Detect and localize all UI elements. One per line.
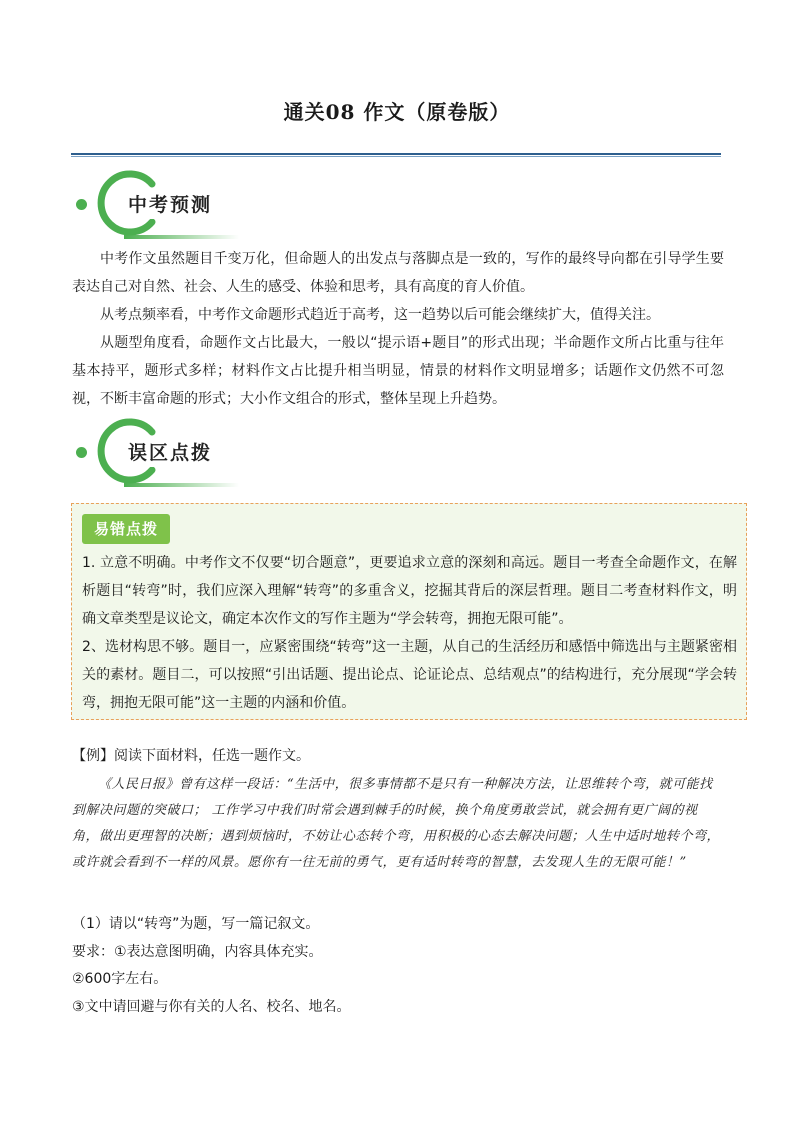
paragraph: 从考点频率看，中考作文命题形式趋近于高考，这一趋势以后可能会继续扩大，值得关注。 [100, 307, 660, 323]
paragraph: 中考作文虽然题目千变万化，但命题人的出发点与落脚点是一致的，写作的最终导向都在引导学生要表达自己对自然、社会、人生的感受、体验和思考，具有高度的育人价值。 [72, 251, 724, 295]
page-title: 通关08 作文（原卷版） [283, 100, 511, 124]
section-title: 中考预测 [124, 188, 218, 219]
requirement-2: ②600字左右。 [72, 971, 168, 987]
tip-item: 1. 立意不明确。中考作文不仅要“切合题意”，更要追求立意的深刻和高远。题目一考查全命题作文，在解析题目“转弯”时，我们应深入理解“转弯”的多重含义，挖掘其背后的深层哲理。题目二考查材料作文，明确文章类型是议论文，确定本次作文的写作主题为“学会转弯，拥抱无限可能”。 [82, 555, 737, 627]
section-title: 误区点拨 [124, 436, 218, 467]
bullet-dot-icon [76, 447, 87, 458]
requirement-3: ③文中请回避与你有关的人名、校名、地名。 [72, 999, 351, 1015]
section-header-forecast [70, 170, 270, 240]
paragraph: 从题型角度看，命题作文占比最大，一般以“提示语+题目”的形式出现；半命题作文所占比重与往年基本持平，题形式多样；材料作文占比提升相当明显，情景的材料作文明显增多；话题作文仍然不可忽视，不断丰富命题的形式；大小作文组合的形式，整体呈现上升趋势。 [72, 335, 724, 407]
tip-box [71, 503, 747, 720]
example-intro: 【例】阅读下面材料，任选一题作文。 [72, 748, 310, 764]
title-divider [71, 153, 721, 157]
quoted-material: 《人民日报》曾有这样一段话：“生活中，很多事情都不是只有一种解决方法，让思维转个弯，就可能找到解决问题的突破口； 工作学习中我们时常会遇到棘手的时候，换个角度勇敢尝试，就会拥有更广阔的视角，做出更理智的决断；遇到烦恼时，不妨让心态转个弯，用积极的心态去解决问题；人生中适时地转个弯，或许就会看到不一样的风景。愿你有一往无前的勇气，更有适时转弯的智慧，去发现人生的无限可能！” [72, 777, 721, 870]
task-one: （1）请以“转弯”为题，写一篇记叙文。 [72, 916, 320, 932]
requirement-1: 要求：①表达意图明确，内容具体充实。 [72, 944, 323, 960]
tip-item: 2、选材构思不够。题目一，应紧密围绕“转弯”这一主题，从自己的生活经历和感悟中筛选出与主题紧密相关的素材。题目二，可以按照“引出话题、提出论点、论证论点、总结观点”的结构进行，充分展现“学会转弯，拥抱无限可能”这一主题的内涵和价值。 [82, 639, 737, 711]
tip-content [82, 549, 737, 717]
bullet-dot-icon [76, 199, 87, 210]
section-header-pitfalls [70, 418, 270, 488]
tip-label: 易错点拨 [82, 514, 170, 544]
